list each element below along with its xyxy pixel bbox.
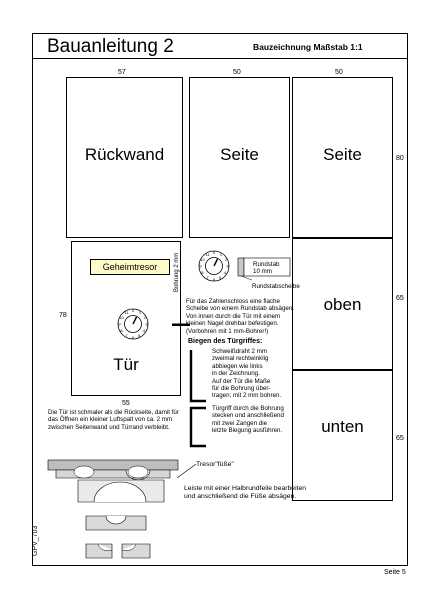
svg-text:5: 5: [137, 333, 141, 338]
griff-line: für die Bohrung über-: [212, 385, 271, 393]
svg-text:10: 10: [200, 257, 205, 262]
fuss-1-icon: [84, 512, 148, 532]
griff-line: Auf der Tür die Maße: [212, 377, 271, 385]
svg-text:4: 4: [223, 270, 227, 275]
bohrung-label: [174, 232, 180, 292]
rundstabscheibe-label: Rundstabscheibe: [252, 283, 300, 290]
dim-height-unten: 65: [396, 435, 404, 442]
griff-text-2: [212, 405, 294, 435]
fuss-2-icon: [84, 540, 154, 562]
svg-text:11: 11: [124, 310, 129, 315]
rundstab-label-2: 10 mm: [253, 268, 272, 275]
dim-seite1-width: 50: [233, 69, 241, 76]
dim-door-height: 78: [59, 312, 67, 319]
fusse-arrow-icon: [174, 462, 198, 482]
zahlenschloss-line: Für das Zahlenschloss eine flache: [186, 298, 280, 305]
door-dial-icon: [115, 306, 151, 342]
svg-text:3: 3: [145, 321, 148, 327]
panel-oben: [292, 238, 393, 370]
svg-text:8: 8: [120, 328, 123, 333]
panel-ruckwand-label: Rückwand: [84, 145, 165, 164]
griff-line: abbiegen wie links: [212, 362, 263, 370]
griff-line: Schweißdraht 2 mm: [212, 348, 268, 355]
griff-line: letzte Biegung ausführen.: [212, 427, 283, 435]
rundstab-label-1: Rundstab: [253, 261, 280, 268]
svg-text:7: 7: [125, 333, 128, 338]
griff-line: in der Zeichnung.: [212, 370, 260, 378]
panel-oben-label: oben: [323, 295, 362, 314]
panel-seite-2-label: Seite: [323, 145, 362, 164]
svg-text:11: 11: [205, 252, 210, 257]
door-note-line: das Öffnen ein kleiner Luftspalt von ca. 2 mm: [48, 416, 173, 424]
panel-seite-2: [292, 77, 393, 238]
panel-ruckwand: [66, 77, 183, 238]
svg-text:5: 5: [218, 275, 222, 280]
zahlenschloss-text: [186, 298, 294, 335]
footer-code-text: GPV_703: [32, 525, 39, 556]
header-divider: [32, 58, 408, 59]
dim-door-width: 55: [122, 400, 130, 407]
svg-text:6: 6: [212, 277, 216, 282]
griff-bend-1-icon: [188, 350, 210, 406]
dim-height-top: 80: [396, 155, 404, 162]
svg-text:1: 1: [219, 251, 223, 257]
svg-text:10: 10: [119, 315, 124, 320]
fusse-halbrund-icon: [76, 476, 166, 506]
griff-line: tragen; mit 2 mm bohren.: [212, 392, 282, 400]
svg-text:8: 8: [201, 270, 204, 275]
panel-unten-label: unten: [321, 417, 364, 436]
fusse-note: [184, 485, 314, 502]
fusse-note-line: Leiste mit einer Halbrundfeile bearbeiten: [184, 485, 307, 492]
page-number: Seite 5: [384, 569, 406, 576]
panel-seite-1: [189, 77, 290, 238]
griff-line: stecken und anschließend: [212, 412, 284, 420]
page-subtitle: Bauzeichnung Maßstab 1:1: [253, 42, 363, 52]
door-note-line: zwischen Seitenwand und Türrand verbleibt.: [48, 423, 170, 431]
griff-text-1: [212, 348, 294, 400]
fusse-note-line: und anschließend die Füße absägen.: [184, 493, 297, 501]
dim-seite2-width: 50: [335, 69, 343, 76]
svg-text:0: 0: [212, 250, 216, 255]
griff-line: mit zwei Zangen die: [212, 419, 268, 427]
panel-seite-1-label: Seite: [220, 145, 259, 164]
svg-text:0: 0: [131, 308, 135, 313]
zahlenschloss-line: Scheibe von einem Rundstab absägen.: [186, 305, 295, 313]
bohrung-label-text: Bohrung 2 mm: [174, 252, 180, 292]
zahlenschloss-line: kleinen Nagel drehbar befestigen.: [186, 320, 279, 328]
svg-text:2: 2: [143, 315, 147, 320]
zahlenschloss-line: Von innen durch die Tür mit einem: [186, 312, 281, 320]
door-sign-geheimtresor: Geheimtresor: [90, 259, 170, 275]
dim-ruckwand-width: 57: [118, 69, 126, 76]
svg-text:2: 2: [224, 257, 228, 262]
page-title: Bauanleitung 2: [47, 36, 174, 57]
svg-text:4: 4: [142, 328, 146, 333]
fusse-label: Tresor"füße": [196, 461, 234, 468]
dim-height-oben: 65: [396, 295, 404, 302]
panel-unten: [292, 370, 393, 501]
zahlenschloss-line: (Vorbohren mit 1 mm-Bohrer!): [186, 327, 269, 335]
svg-text:9: 9: [118, 321, 121, 327]
svg-text:1: 1: [138, 309, 142, 315]
svg-text:9: 9: [199, 263, 202, 269]
svg-text:6: 6: [131, 335, 135, 340]
panel-tur-label: Tür: [113, 355, 139, 374]
griff-title: Biegen des Türgriffes:: [188, 338, 263, 345]
griff-line: Türgriff durch die Bohrung: [212, 405, 284, 412]
door-note: [48, 409, 193, 431]
door-note-line: Die Tür ist schmaler als die Rückseite, damit für: [48, 409, 179, 416]
footer-code: [32, 526, 39, 556]
dial-detail-icon: [196, 248, 232, 284]
svg-text:3: 3: [226, 263, 229, 269]
svg-text:7: 7: [206, 275, 209, 280]
griff-line: zweimal rechtwinklig: [212, 355, 269, 363]
